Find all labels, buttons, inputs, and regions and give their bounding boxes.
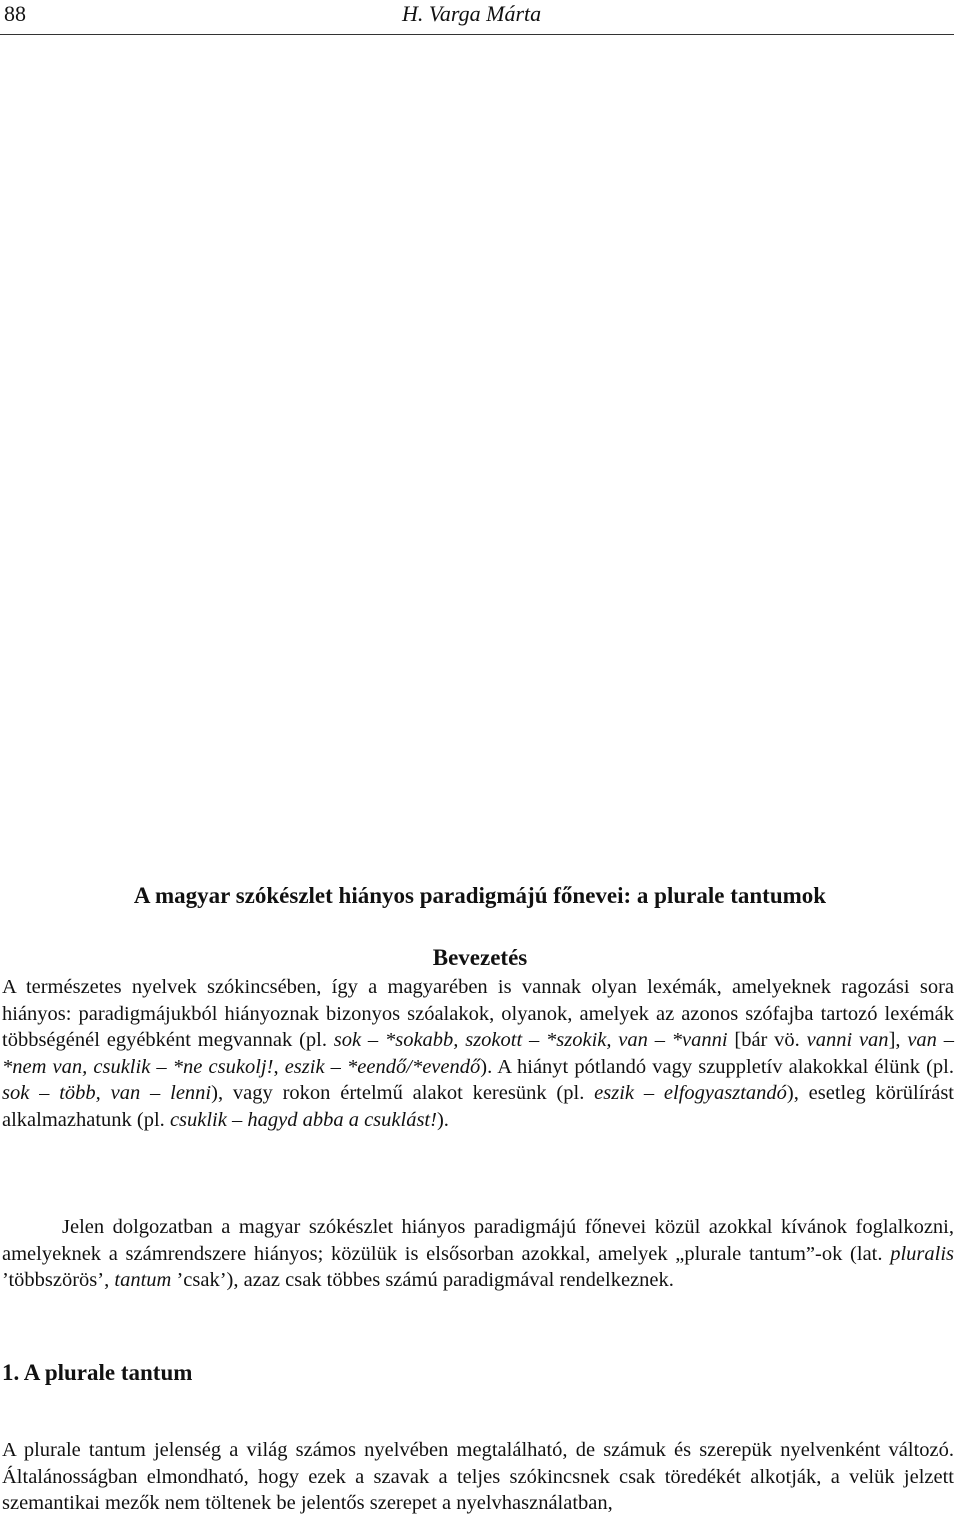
text-run: [bár vö. xyxy=(727,1029,807,1052)
example-text: eszik – *eendő/*evendő xyxy=(284,1055,481,1078)
example-text: vanni van xyxy=(806,1029,889,1052)
text-run: ). xyxy=(436,1108,449,1131)
latin-term: pluralis xyxy=(890,1242,954,1265)
running-header xyxy=(0,0,954,35)
example-text: sok – *sokabb, szokott – *szokik, van – *vanni xyxy=(333,1029,728,1052)
example-text: sok – több, van – lenni xyxy=(2,1082,212,1105)
text-run: A természetes nyelvek szókincsében, így a magyarében is vannak olyan lexémák, amelyeknek ragozási sora hiányos: paradigmájukból hiányoznak bizonyos szóalakok, olyanok, amelyek az azonos szófajba tartozó lexémák többségénél egyébként megvannak (pl. xyxy=(2,976,954,1052)
section-heading: 1. A plurale tantum xyxy=(2,1360,193,1385)
section-paragraph: A plurale tantum jelenség a világ számos nyelvében megtalálható, de számuk és szerepük nyelvenként változó. Általánosságban elmondható, hogy ezek a szavak a teljes szókincsnek csak töredékét alkotják, a velük jelzett szemantikai mezők nem töltenek be jelentős szerepet a nyelvhasználatban, xyxy=(2,1439,954,1515)
text-run: ), vagy rokon értelmű alakot keresünk (pl. xyxy=(211,1082,595,1105)
text-run: ), esetleg körülírást alkalmazhatunk (pl. xyxy=(2,1082,954,1131)
text-run: Jelen dolgozatban a magyar szókészlet hiányos paradigmájú főnevei közül azokkal kívánok foglalkozni, amelyeknek a számrendszere hiányos; közülük is elsősorban azokkal, amelyek „plurale tantum”-ok (lat. xyxy=(2,1216,954,1265)
text-run: ’többszörös’, xyxy=(2,1269,115,1292)
intro-paragraph xyxy=(2,974,954,1134)
example-text: eszik – elfogyasztandó xyxy=(594,1082,787,1105)
example-text: van – *nem van, csuklik – *ne csukolj! xyxy=(2,1029,954,1078)
example-text: csuklik – hagyd abba a csuklást! xyxy=(169,1108,437,1131)
intro-heading: Bevezetés xyxy=(432,945,528,970)
latin-term: tantum xyxy=(114,1269,172,1292)
article-title: A magyar szókészlet hiányos paradigmájú főnevei: a plurale tantumok xyxy=(133,883,827,908)
text-run: ’csak’), azaz csak többes számú paradigmával rendelkeznek. xyxy=(171,1269,674,1292)
text-run: ). A hiányt pótlandó vagy szuppletív alakokkal élünk (pl. xyxy=(480,1055,954,1078)
page-number: 88 xyxy=(4,1,26,26)
text-run: ], xyxy=(888,1029,908,1052)
text-run: , xyxy=(273,1055,285,1078)
scope-paragraph xyxy=(2,1214,954,1294)
running-author: H. Varga Márta xyxy=(402,1,542,26)
